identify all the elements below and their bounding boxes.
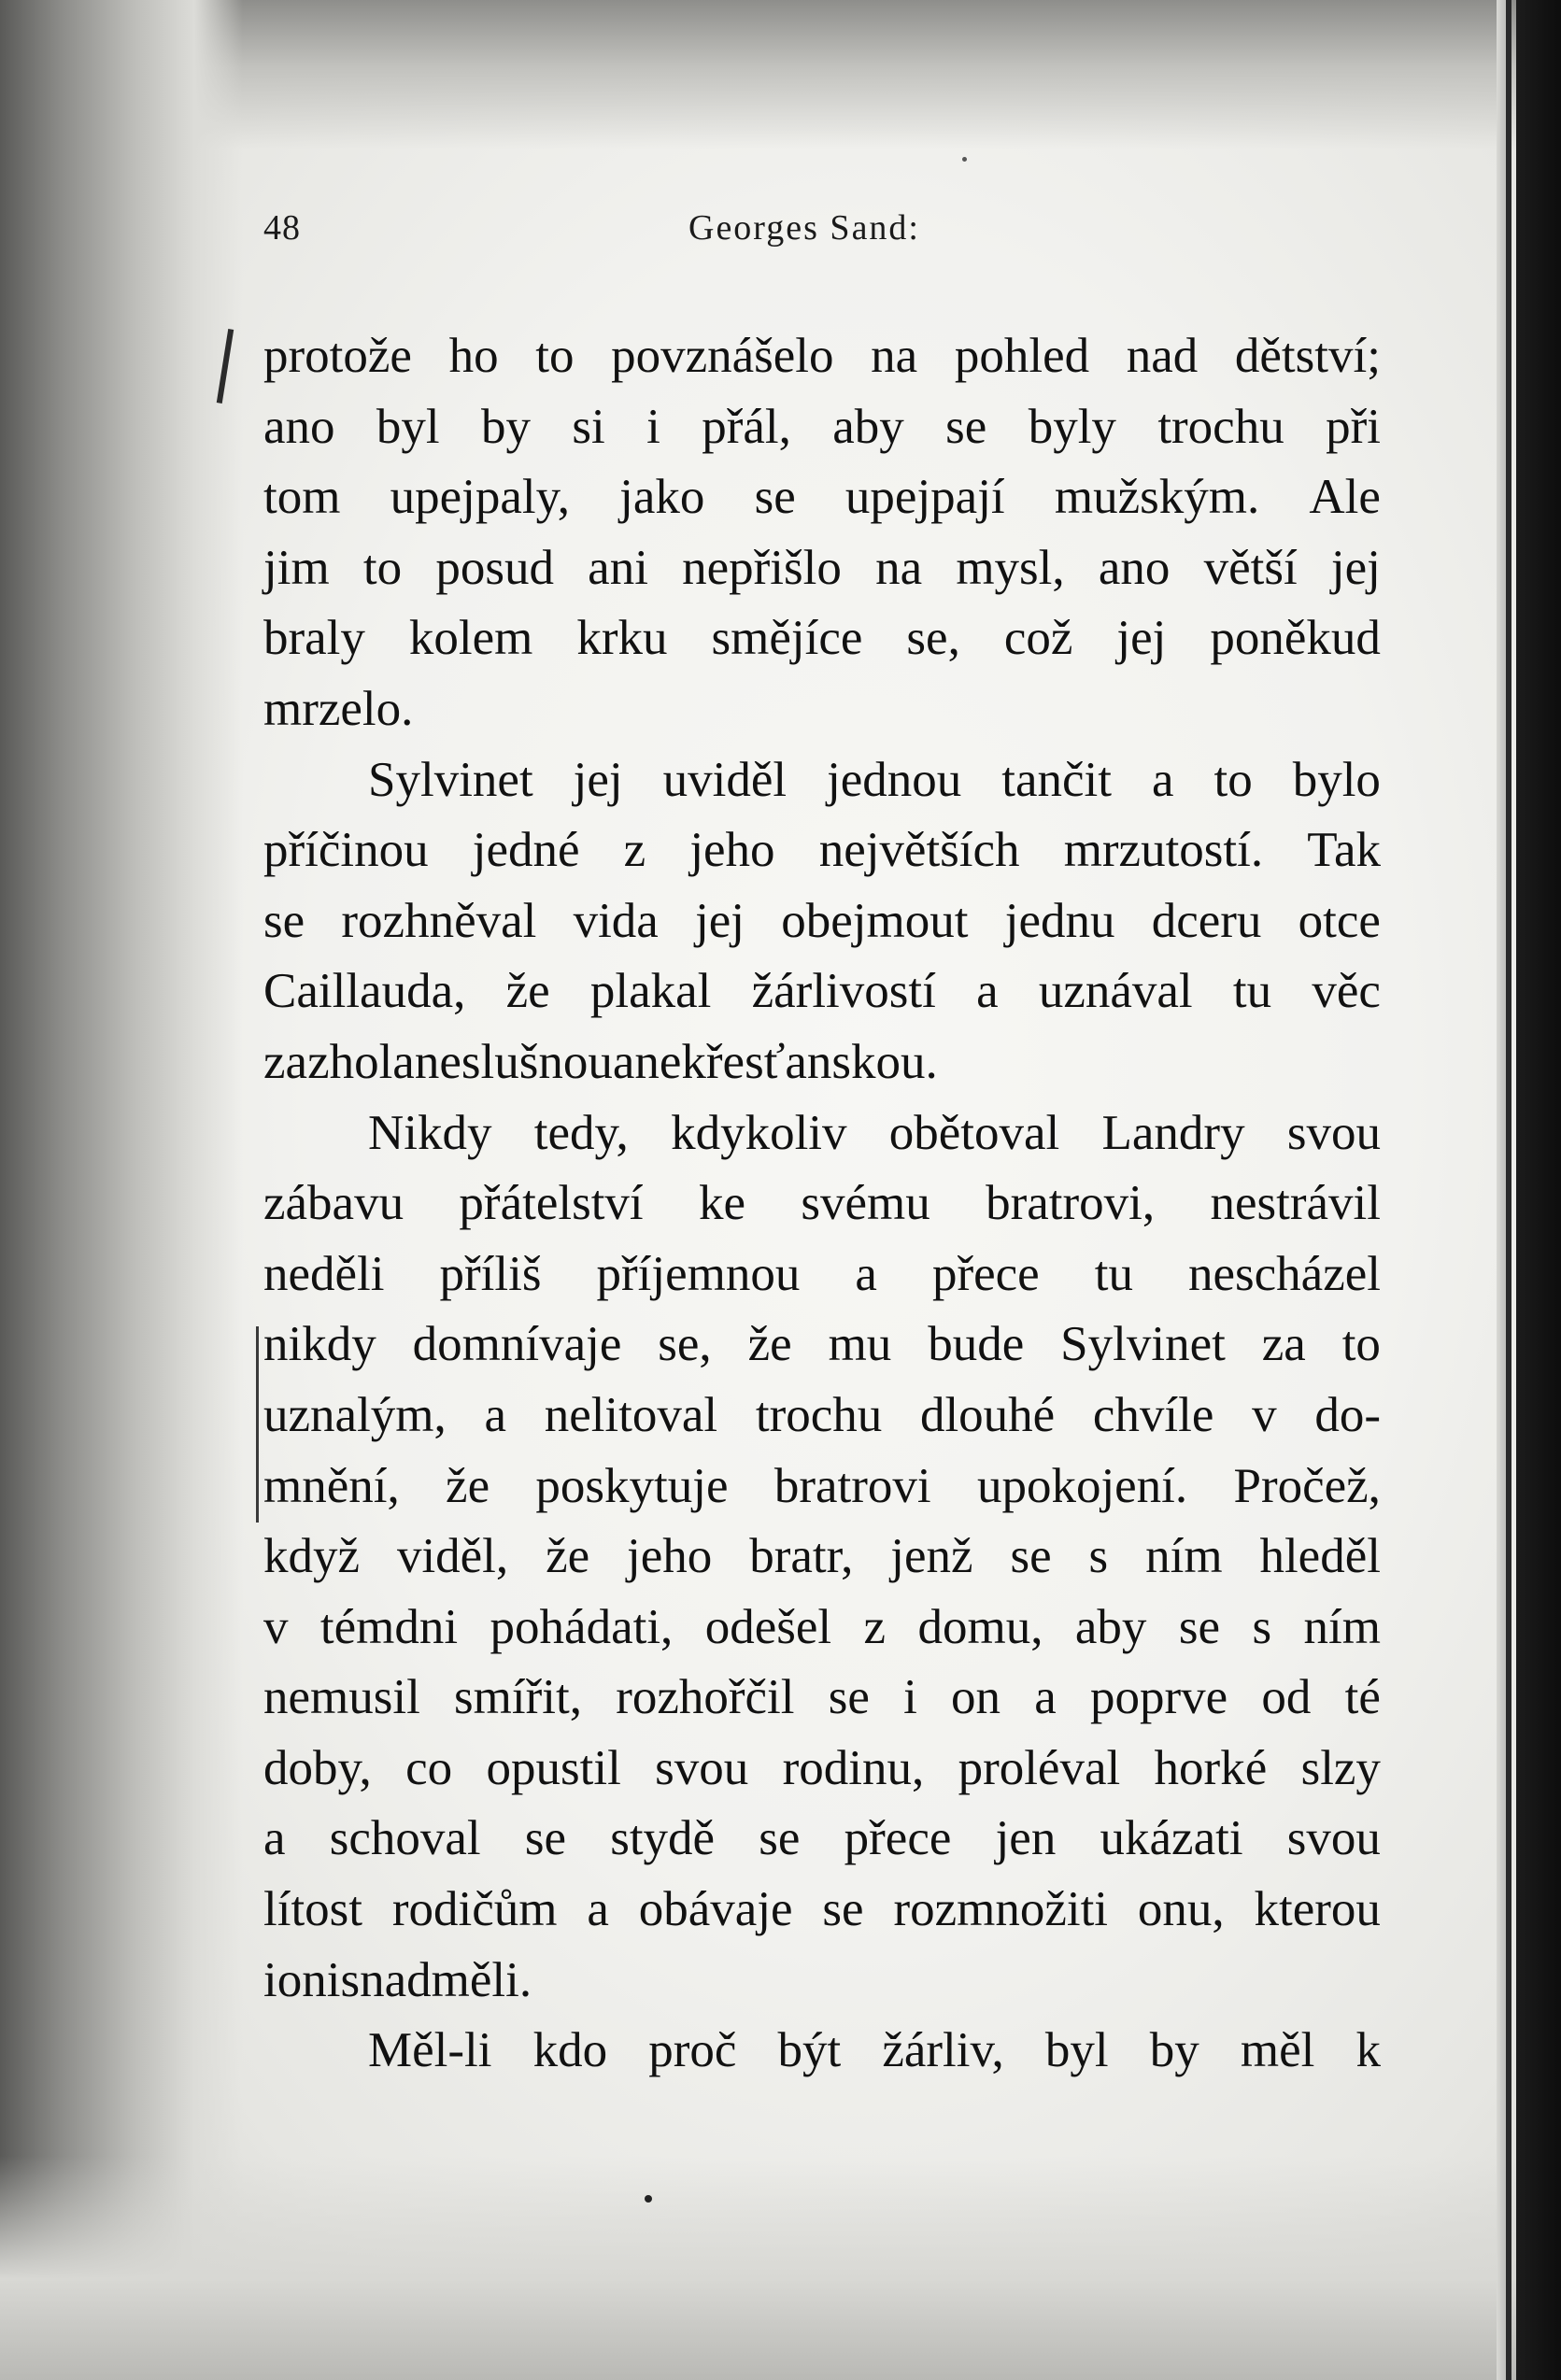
- word: kdykoliv: [671, 1105, 847, 1160]
- word: jej: [1116, 611, 1167, 666]
- word: dlouhé: [919, 1387, 1056, 1442]
- page-edge-line: [1506, 0, 1511, 2380]
- margin-bracket-mark: [256, 1326, 259, 1523]
- word: co: [405, 1740, 453, 1795]
- word: ním: [1303, 1599, 1381, 1654]
- word: proléval: [958, 1740, 1121, 1795]
- word: Sylvinet: [1060, 1317, 1226, 1372]
- word: krku: [576, 611, 668, 666]
- word: braly: [263, 611, 365, 666]
- word: žárliv,: [882, 2023, 1004, 2078]
- text-line: [263, 1593, 1381, 1664]
- word: že: [446, 1458, 490, 1513]
- word: dceru: [1151, 893, 1262, 948]
- word: by: [1149, 2023, 1199, 2078]
- text-line: [263, 1098, 1381, 1169]
- word: Tak: [1307, 823, 1381, 878]
- word: v: [263, 1599, 289, 1654]
- word: uviděl: [662, 752, 788, 807]
- text-line: [263, 392, 1381, 463]
- word: to: [1213, 752, 1253, 807]
- word: kolem: [408, 611, 533, 666]
- word: i: [903, 1670, 917, 1725]
- word: to: [1341, 1317, 1381, 1372]
- word: zábavu: [263, 1176, 404, 1231]
- word: poněkud: [1210, 611, 1381, 666]
- word: za: [263, 1034, 308, 1089]
- word: bratrovi,: [986, 1176, 1156, 1231]
- word: jen: [995, 1811, 1057, 1866]
- word: nescházel: [1188, 1246, 1381, 1301]
- word: mrzutostí.: [1063, 823, 1264, 878]
- word: odešel: [704, 1599, 832, 1654]
- word: aby: [832, 399, 904, 454]
- body-text: [263, 321, 1381, 2087]
- word: že: [546, 1529, 590, 1584]
- word: že: [747, 1317, 792, 1372]
- word: proč: [648, 2023, 737, 2078]
- word: od: [1261, 1670, 1312, 1725]
- word: Landry: [1101, 1105, 1245, 1160]
- word: viděl,: [396, 1529, 509, 1584]
- text-line: [263, 886, 1381, 957]
- word: za: [1261, 1317, 1306, 1372]
- word: upejpají: [844, 470, 1005, 525]
- word: a: [587, 1882, 609, 1937]
- word: a: [263, 1811, 286, 1866]
- word: přece: [931, 1246, 1040, 1301]
- word: mužským.: [1054, 470, 1260, 525]
- word: ho: [448, 329, 499, 383]
- word: hleděl: [1259, 1529, 1381, 1584]
- word: být: [777, 2023, 842, 2078]
- word: uznával: [1038, 964, 1193, 1019]
- word: mnění,: [263, 1458, 400, 1513]
- word: rodinu,: [782, 1740, 925, 1795]
- word: smířit,: [454, 1670, 582, 1725]
- word: upokojení.: [976, 1458, 1188, 1513]
- word: trochu: [1157, 399, 1284, 454]
- word: Pročež,: [1233, 1458, 1381, 1513]
- word: obejmout: [781, 893, 969, 948]
- word: by: [481, 399, 532, 454]
- word: ním: [1145, 1529, 1223, 1584]
- word: což: [1003, 611, 1073, 666]
- word: se: [1010, 1529, 1052, 1584]
- word: a: [1034, 1670, 1057, 1725]
- word: neslušnou: [414, 1034, 613, 1089]
- word: s: [1252, 1599, 1272, 1654]
- word: na: [875, 540, 923, 595]
- word: stydě: [610, 1811, 716, 1866]
- word: rozmnožiti: [893, 1882, 1109, 1937]
- word: přál,: [702, 399, 791, 454]
- text-line: [263, 2016, 1381, 2087]
- text-line: [263, 1875, 1381, 1946]
- word: jej: [695, 893, 745, 948]
- word: to: [535, 329, 575, 383]
- text-line: [263, 1522, 1381, 1593]
- word: bratrovi: [773, 1458, 931, 1513]
- text-line: [263, 1804, 1381, 1875]
- word: mrzelo.: [263, 681, 414, 736]
- word: jeho: [689, 823, 775, 878]
- word: kdo: [532, 2023, 608, 2078]
- word: tu: [1094, 1246, 1133, 1301]
- text-line: [263, 1381, 1381, 1452]
- word: aby: [1074, 1599, 1147, 1654]
- word: měl: [1240, 2023, 1315, 2078]
- word: byl: [376, 399, 440, 454]
- word: a: [612, 1034, 635, 1089]
- word: doby,: [263, 1740, 372, 1795]
- word: když: [263, 1529, 361, 1584]
- page-edge-gap: [1497, 0, 1506, 2380]
- word: rodičům: [391, 1882, 558, 1937]
- word: si: [572, 399, 605, 454]
- word: na: [871, 329, 918, 383]
- word: příjemnou: [596, 1246, 801, 1301]
- word: svou: [655, 1740, 749, 1795]
- word: rozhněval: [341, 893, 537, 948]
- word: jeho: [627, 1529, 713, 1584]
- page-number: 48: [263, 208, 301, 248]
- word: z: [623, 823, 646, 878]
- word: ke: [699, 1176, 746, 1231]
- word: nemusil: [263, 1670, 420, 1725]
- ink-speck: [645, 2195, 652, 2203]
- word: bylo: [1292, 752, 1381, 807]
- word: Ale: [1309, 470, 1381, 525]
- word: oni: [277, 1952, 341, 2007]
- word: nekřesťanskou.: [634, 1034, 938, 1089]
- word: se: [822, 1882, 864, 1937]
- word: jednu: [1004, 893, 1115, 948]
- word: tančit: [1001, 752, 1113, 807]
- word: Sylvinet: [368, 752, 533, 807]
- word: bude: [928, 1317, 1025, 1372]
- word: jedné: [472, 823, 580, 878]
- ink-speck: [962, 157, 967, 162]
- word: příliš: [439, 1246, 542, 1301]
- word: a: [1151, 752, 1174, 807]
- word: svému: [801, 1176, 930, 1231]
- word: ano: [1098, 540, 1171, 595]
- text-line: [263, 674, 1381, 745]
- word: že: [505, 964, 550, 1019]
- word: jako: [619, 470, 705, 525]
- word: vida: [573, 893, 659, 948]
- word: přece: [844, 1811, 952, 1866]
- word: rozhořčil: [616, 1670, 795, 1725]
- running-head: Georges Sand:: [688, 208, 920, 248]
- word: chvíle: [1092, 1387, 1214, 1442]
- word: neděli: [263, 1246, 385, 1301]
- word: mu: [828, 1317, 892, 1372]
- word: bratr,: [749, 1529, 854, 1584]
- word: s: [1088, 1529, 1109, 1584]
- word: se: [1178, 1599, 1221, 1654]
- word: pohled: [954, 329, 1090, 383]
- word: nestrávil: [1210, 1176, 1381, 1231]
- word: poskytuje: [535, 1458, 729, 1513]
- word: témdni: [319, 1599, 459, 1654]
- word: se: [263, 893, 305, 948]
- word: k: [1355, 2023, 1381, 2078]
- word: kterou: [1254, 1882, 1381, 1937]
- word: on: [951, 1670, 1001, 1725]
- word: byly: [1028, 399, 1116, 454]
- text-line: [263, 1169, 1381, 1240]
- word: svou: [1286, 1811, 1381, 1866]
- word: Měl-li: [368, 2023, 492, 2078]
- text-line: [263, 1240, 1381, 1310]
- word: tedy,: [533, 1105, 629, 1160]
- word: opustil: [486, 1740, 621, 1795]
- word: ano: [263, 399, 335, 454]
- word: a: [484, 1387, 506, 1442]
- text-line: [263, 533, 1381, 604]
- word: jej: [573, 752, 623, 807]
- word: protože: [263, 329, 412, 383]
- word: zhola: [307, 1034, 415, 1089]
- word: se: [945, 399, 987, 454]
- word: se: [759, 1811, 801, 1866]
- word: onu,: [1137, 1882, 1225, 1937]
- word: Nikdy: [368, 1105, 492, 1160]
- word: do-: [1314, 1387, 1381, 1442]
- word: schoval: [329, 1811, 481, 1866]
- word: jenž: [890, 1529, 973, 1584]
- text-line: [263, 603, 1381, 674]
- word: jej: [1330, 540, 1381, 595]
- word: se,: [658, 1317, 712, 1372]
- word: dětství;: [1234, 329, 1381, 383]
- word: obětoval: [888, 1105, 1060, 1160]
- word: smějíce: [711, 611, 863, 666]
- word: v: [1252, 1387, 1277, 1442]
- word: mysl,: [956, 540, 1065, 595]
- scan-right-border: [1516, 0, 1561, 2380]
- word: se: [524, 1811, 566, 1866]
- word: to: [362, 540, 403, 595]
- word: nad: [1126, 329, 1199, 383]
- word: i: [263, 1952, 277, 2007]
- word: horké: [1154, 1740, 1268, 1795]
- word: největších: [818, 823, 1020, 878]
- text-line: [263, 1452, 1381, 1523]
- word: příčinou: [263, 823, 429, 878]
- word: plakal: [589, 964, 712, 1019]
- word: uznalým,: [263, 1387, 447, 1442]
- word: trochu: [755, 1387, 883, 1442]
- word: otce: [1298, 893, 1381, 948]
- word: jim: [263, 540, 330, 595]
- word: a: [855, 1246, 877, 1301]
- word: Caillauda,: [263, 964, 466, 1019]
- text-line: [263, 1946, 1381, 2017]
- word: snad: [340, 1952, 432, 2007]
- word: se,: [906, 611, 960, 666]
- word: z: [863, 1599, 887, 1654]
- word: domnívaje: [412, 1317, 622, 1372]
- word: té: [1344, 1670, 1381, 1725]
- word: větší: [1203, 540, 1298, 595]
- text-line: [263, 1663, 1381, 1734]
- word: obávaje: [638, 1882, 793, 1937]
- word: jednou: [827, 752, 962, 807]
- scan-left-shadow: [0, 0, 243, 2380]
- word: posud: [435, 540, 554, 595]
- word: nepřišlo: [682, 540, 842, 595]
- word: nikdy: [263, 1317, 376, 1372]
- word: byl: [1044, 2023, 1109, 2078]
- word: se: [828, 1670, 870, 1725]
- word: nelitoval: [544, 1387, 718, 1442]
- word: i: [646, 399, 660, 454]
- word: věc: [1312, 964, 1381, 1019]
- text-line: [263, 1734, 1381, 1805]
- word: tom: [263, 470, 341, 525]
- scan-bottom-shadow: [0, 2156, 1561, 2380]
- word: upejpaly,: [390, 470, 570, 525]
- word: při: [1326, 399, 1381, 454]
- text-line: [263, 1027, 1381, 1098]
- word: povznášelo: [611, 329, 834, 383]
- word: pohádati,: [490, 1599, 674, 1654]
- word: slzy: [1300, 1740, 1381, 1795]
- word: svou: [1286, 1105, 1381, 1160]
- text-line: [263, 462, 1381, 533]
- word: lítost: [263, 1882, 363, 1937]
- text-line: [263, 956, 1381, 1027]
- word: ukázati: [1100, 1811, 1243, 1866]
- word: poprve: [1090, 1670, 1228, 1725]
- word: ani: [588, 540, 648, 595]
- word: měli.: [431, 1952, 532, 2007]
- text-line: [263, 1310, 1381, 1381]
- word: se: [754, 470, 796, 525]
- word: tu: [1232, 964, 1272, 1019]
- word: přátelství: [459, 1176, 644, 1231]
- text-line: [263, 745, 1381, 816]
- word: žárlivostí: [751, 964, 936, 1019]
- word: a: [976, 964, 999, 1019]
- text-line: [263, 815, 1381, 886]
- page-header: [263, 207, 1384, 254]
- text-line: [263, 321, 1381, 392]
- word: domu,: [917, 1599, 1043, 1654]
